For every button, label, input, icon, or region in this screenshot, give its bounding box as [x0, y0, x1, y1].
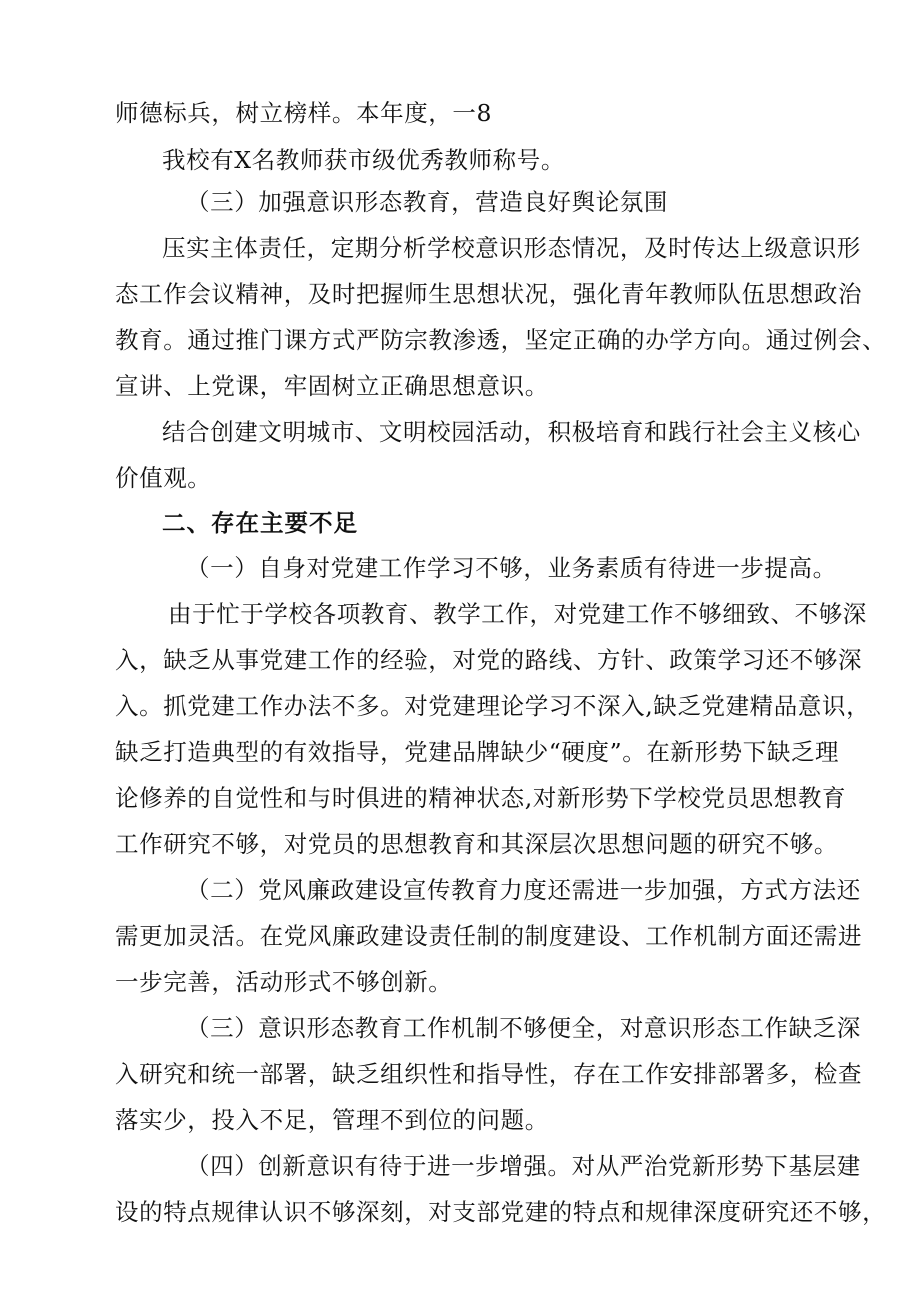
text-line: 师德标兵，树立榜样。本年度，一8	[115, 99, 493, 127]
paragraph-line: 入，缺乏从事党建工作的经验，对党的路线、方针、政策学习还不够深	[115, 646, 863, 674]
paragraph-line: 入研究和统一部署，缺乏组织性和指导性，存在工作安排部署多，检查	[115, 1060, 863, 1088]
paragraph-line: （三）意识形态教育工作机制不够便全，对意识形态工作缺乏深	[186, 1014, 861, 1042]
section-heading: 二、存在主要不足	[162, 509, 358, 537]
paragraph-line: 设的特点规律认识不够深刻，对支部党建的特点和规律深度研究还不够，	[115, 1198, 887, 1226]
paragraph-line: 论修养的自觉性和与时俱进的精神状态,对新形势下学校党员思想教育	[115, 784, 847, 812]
paragraph-line: 宣讲、上党课，牢固树立正确思想意识。	[115, 372, 549, 400]
paragraph-line: 由于忙于学校各项教育、教学工作，对党建工作不够细致、不够深	[168, 600, 867, 628]
section-subheading: （一）自身对党建工作学习不够，业务素质有待进一步提高。	[186, 554, 837, 582]
paragraph-line: 入。抓党建工作办法不多。对党建理论学习不深入,缺乏党建精品意识，	[115, 692, 871, 720]
paragraph-line: 压实主体责任，定期分析学校意识形态情况，及时传达上级意识形	[162, 234, 861, 262]
paragraph-line: 价值观。	[115, 464, 212, 492]
paragraph-line: 一步完善，活动形式不够创新。	[115, 968, 453, 996]
section-subheading: （三）加强意识形态教育，营造良好舆论氛围	[186, 188, 668, 216]
paragraph-line: 态工作会议精神，及时把握师生思想状况，强化青年教师队伍思想政治	[115, 280, 863, 308]
paragraph-line: 落实少，投入不足，管理不到位的问题。	[115, 1106, 549, 1134]
paragraph-line: 需更加灵活。在党风廉政建设责任制的制度建设、工作机制方面还需进	[115, 922, 863, 950]
text-line: 我校有X名教师获市级优秀教师称号。	[162, 146, 565, 174]
paragraph-line: 教育。通过推门课方式严防宗教渗透，坚定正确的办学方向。通过例会、	[115, 326, 887, 354]
paragraph-line: 结合创建文明城市、文明校园活动，积极培育和践行社会主义核心	[162, 418, 861, 446]
paragraph-line: （二）党风廉政建设宣传教育力度还需进一步加强，方式方法还	[186, 876, 861, 904]
paragraph-line: 工作研究不够，对党员的思想教育和其深层次思想问题的研究不够。	[115, 830, 838, 858]
paragraph-line: 缺乏打造典型的有效指导，党建品牌缺少“硬度”。在新形势下缺乏理	[115, 738, 840, 766]
paragraph-line: （四）创新意识有待于进一步增强。对从严治党新形势下基层建	[186, 1152, 861, 1180]
